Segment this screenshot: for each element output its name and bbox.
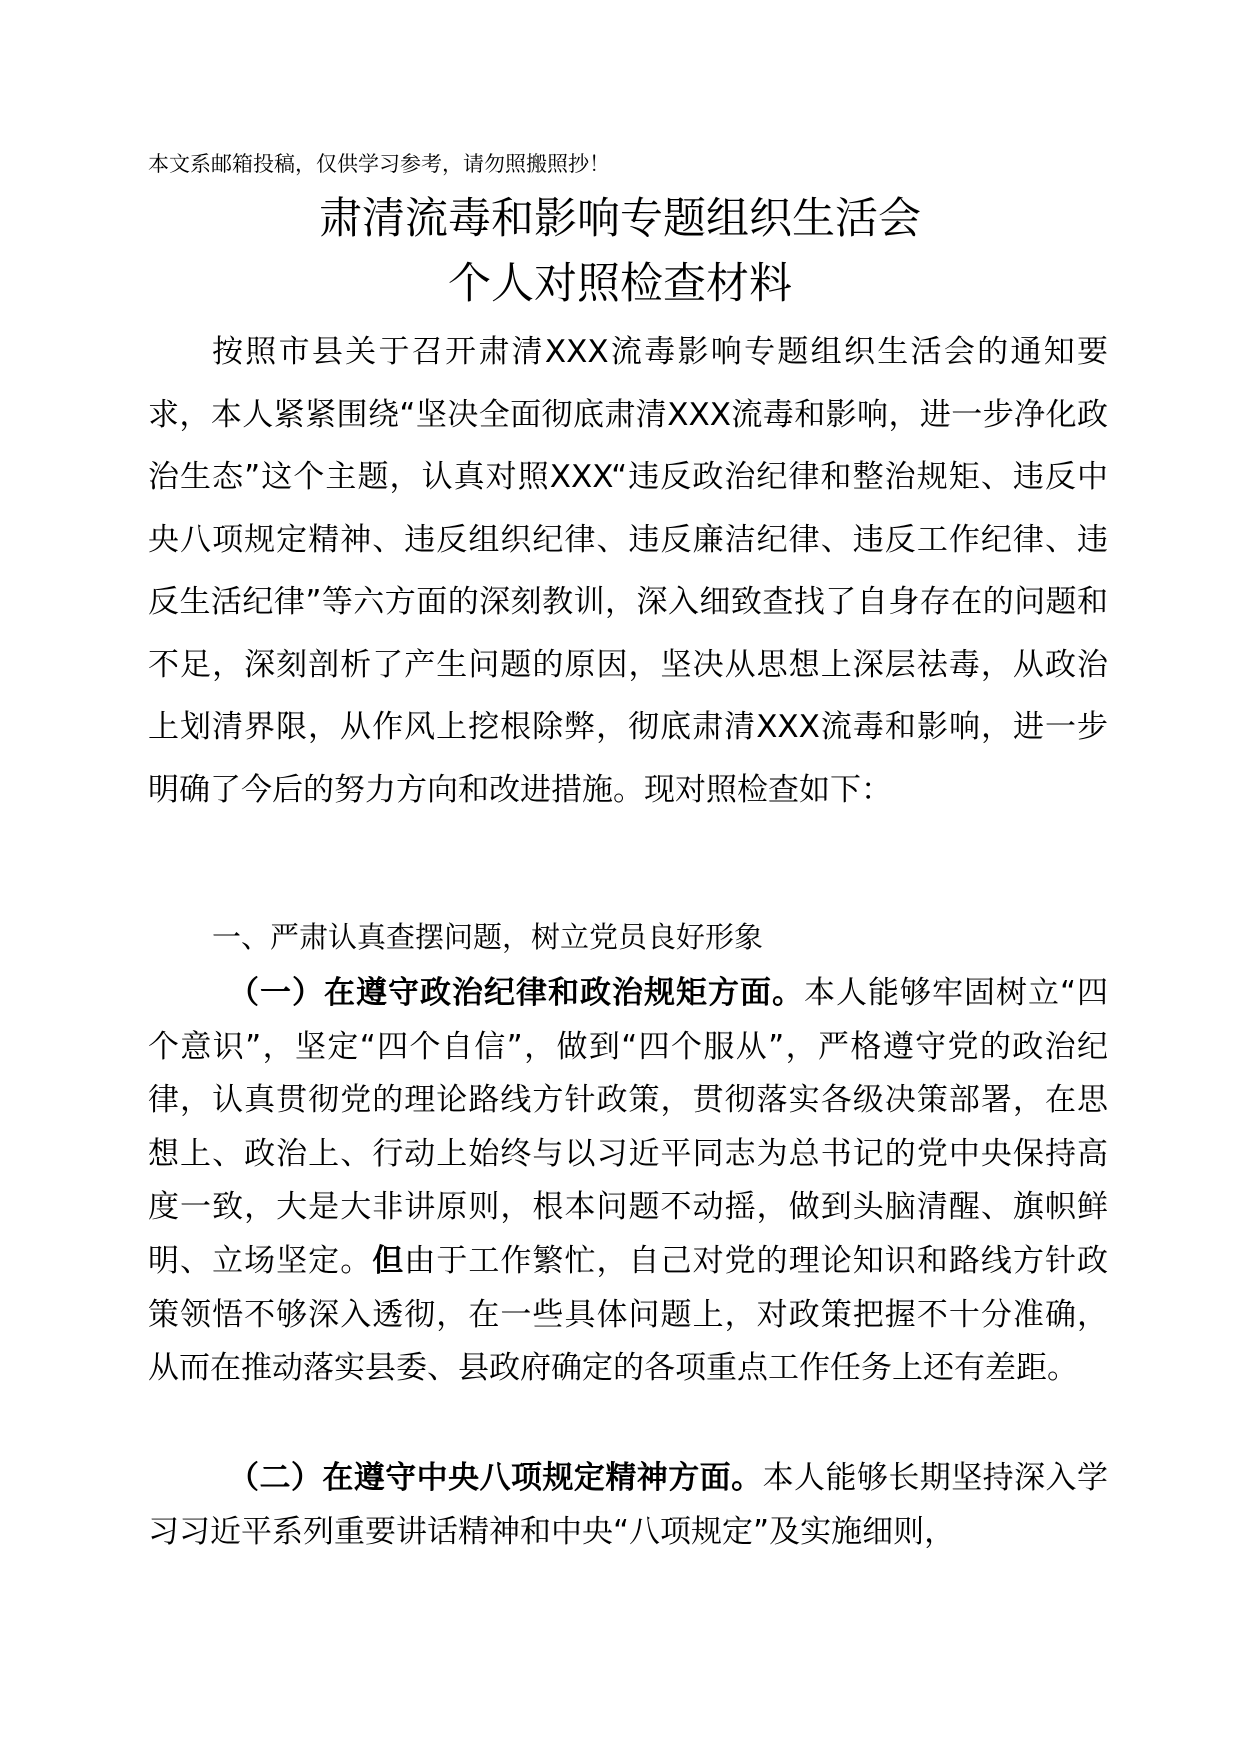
document-title-line-1: 肃清流毒和影响专题组织生活会 <box>319 194 921 244</box>
subsection-1-heading: （一）在遵守政治纪律和政治规矩方面。 <box>228 975 804 1011</box>
subsection-1-text-b: 由于工作繁忙，自己对党的理论知识和路线方针政策领悟不够深入透彻，在一些具体问题上，对政策把握不十分准确，从而在推动落实县委、县政府确定的各项重点工作任务上还有差距。 <box>148 1242 1109 1387</box>
section-1-heading: 一、严肃认真查摆问题，树立党员良好形象 <box>212 920 764 954</box>
submission-notice: 本文系邮箱投稿，仅供学习参考，请勿照搬照抄！ <box>148 152 610 176</box>
subsection-2-text: 本人能够长期坚持深入学习习近平系列重要讲话精神和中央“八项规定”及实施细则， <box>148 1460 1109 1550</box>
subsection-2-paragraph <box>148 1451 1108 1559</box>
document-title-line-2: 个人对照检查材料 <box>448 259 792 309</box>
subsection-1-paragraph <box>148 967 1108 1396</box>
subsection-1-text-a: 本人能够牢固树立“四个意识”，坚定“四个自信”，做到“四个服从”，严格遵守党的政治纪律，认真贯彻党的理论路线方针政策，贯彻落实各级决策部署，在思想上、政治上、行动上始终与以习近平同志为总书记的党中央保持高度一致，大是大非讲原则，根本问题不动摇，做到头脑清醒、旗帜鲜明、立场坚定。 <box>148 975 1109 1279</box>
intro-paragraph: 按照市县关于召开肃清XXX流毒影响专题组织生活会的通知要求，本人紧紧围绕“坚决全面彻底肃清XXX流毒和影响，进一步净化政治生态”这个主题，认真对照XXX“违反政治纪律和整治规矩、违反中央八项规定精神、违反组织纪律、违反廉洁纪律、违反工作纪律、违反生活纪律”等六方面的深刻教训，深入细致查找了自身存在的问题和不足，深刻剖析了产生问题的原因，坚决从思想上深层祛毒，从政治上划清界限，从作风上挖根除弊，彻底肃清XXX流毒和影响，进一步明确了今后的努力方向和改进措施。现对照检查如下： <box>148 334 1108 808</box>
subsection-2-heading: （二）在遵守中央八项规定精神方面。 <box>228 1460 763 1496</box>
subsection-1-bold-word: 但 <box>372 1242 405 1279</box>
